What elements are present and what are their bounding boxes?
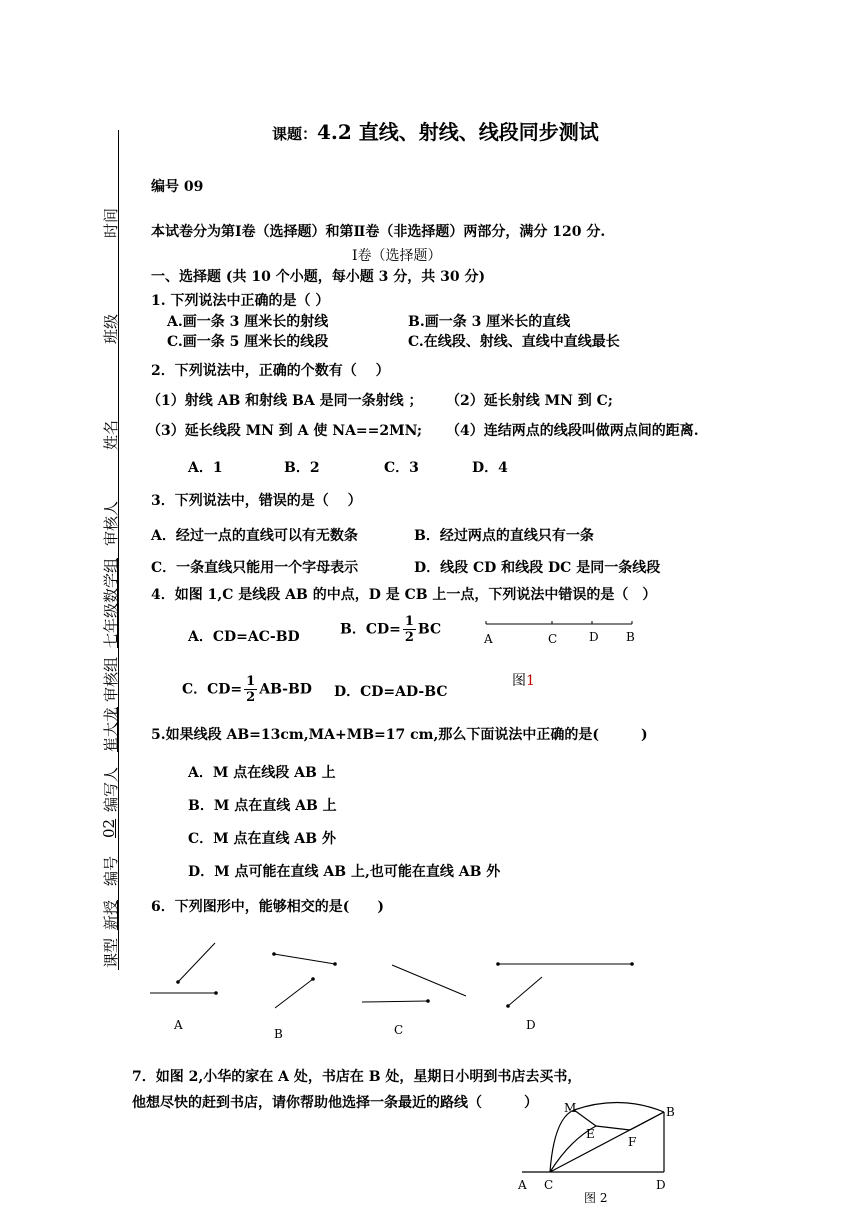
q2-statement-4: （4）连结两点的线段叫做两点间的距离. (446, 423, 699, 439)
q4-option-b-suffix: BC (417, 621, 442, 638)
fig1-label-d: D (589, 630, 599, 644)
q3-option-b: B．经过两点的直线只有一条 (414, 528, 594, 544)
q7-stem-line2: 他想尽快的赶到书店，请你帮助他选择一条最近的路线（ ） (132, 1095, 538, 1111)
q6-figure-d (496, 962, 634, 1032)
fig1-caption-number: 1 (526, 673, 535, 689)
fraction-numerator: 1 (404, 614, 414, 629)
q1-option-b: B.画一条 3 厘米长的直线 (408, 314, 571, 330)
q3-stem: 3．下列说法中，错误的是（ ） (151, 493, 362, 509)
fig1-label-c: C (548, 632, 558, 646)
title-prefix: 课题： (272, 125, 318, 143)
sidebar-label-name: 姓名 (102, 419, 120, 450)
q5-stem: 5.如果线段 AB=13cm,MA+MB=17 cm,那么下面说法中正确的是( ) (151, 727, 648, 743)
q7-stem-line1: 7．如图 2,小华的家在 A 处，书店在 B 处，星期日小明到书店去买书， (132, 1069, 582, 1085)
part1-heading: Ⅰ卷（选择题） (352, 248, 442, 264)
fig2-label-f: F (628, 1135, 637, 1149)
sidebar-label-course-type: 课型 (102, 937, 120, 968)
q2-statement-3: （3）延长线段 MN 到 A 使 NA==2MN; (147, 423, 423, 439)
intro-text: 本试卷分为第Ⅰ卷（选择题）和第Ⅱ卷（非选择题）两部分，满分 120 分. (151, 224, 606, 240)
fig2-label-c: C (544, 1178, 554, 1192)
title-main: 4.2 直线、射线、线段同步测试 (317, 120, 599, 144)
q1-option-d: C.在线段、射线、直线中直线最长 (408, 334, 620, 350)
q4-option-c-prefix: C．CD= (182, 681, 243, 698)
serial-number: 编号 09 (151, 179, 204, 195)
q4-option-b-prefix: B．CD= (340, 621, 401, 638)
q6-label-b: B (274, 1027, 283, 1041)
sidebar-label-author: 编写人 (102, 766, 120, 812)
q5-option-b: B．M 点在直线 AB 上 (188, 798, 337, 814)
fig2-label-m: M (564, 1101, 577, 1115)
q4-option-b-fraction (403, 614, 416, 645)
q4-stem: 4．如图 1,C 是线段 AB 的中点，D 是 CB 上一点，下列说法中错误的是（ ） (151, 587, 657, 603)
section1-heading: 一、选择题 (共 10 个小题，每小题 3 分，共 30 分) (151, 269, 486, 285)
q4-option-c-suffix: AB-BD (259, 681, 312, 698)
q6-figure-a (150, 943, 218, 1032)
q4-option-a: A．CD=AC-BD (188, 629, 300, 645)
sidebar-value-author: 崔大龙 (102, 706, 120, 752)
q6-figure-c (362, 965, 466, 1037)
q1-option-a: A.画一条 3 厘米长的射线 (167, 314, 329, 330)
q2-statement-1: （1）射线 AB 和射线 BA 是同一条射线 ； (147, 393, 423, 409)
figure-1-caption (512, 670, 535, 690)
q1-option-c: C.画一条 5 厘米长的线段 (167, 334, 329, 350)
fig2-label-a: A (518, 1178, 527, 1192)
sidebar-label-time: 时间 (102, 207, 120, 238)
figure-1-segment (480, 616, 640, 650)
q5-option-a: A．M 点在线段 AB 上 (188, 765, 336, 781)
fig1-label-a: A (484, 632, 493, 646)
fraction-denominator: 2 (246, 690, 256, 705)
page-title (272, 116, 599, 145)
q6-label-a: A (174, 1018, 183, 1032)
q6-stem: 6．下列图形中，能够相交的是( ) (151, 899, 384, 915)
fig2-label-b: B (666, 1105, 675, 1119)
q3-option-a: A．经过一点的直线可以有无数条 (151, 528, 358, 544)
fig1-caption-text: 图 (512, 673, 526, 689)
q6-label-d: D (526, 1018, 536, 1032)
q2-option-c: C．3 (384, 460, 419, 476)
sidebar-label-review-group: 审核组 (102, 656, 120, 702)
sidebar-value-review-group: 七年级数学组 (102, 557, 120, 648)
sidebar-label-class: 班级 (102, 313, 120, 344)
fraction-denominator: 2 (404, 630, 414, 645)
q2-option-a: A．1 (188, 460, 223, 476)
sidebar-binding-margin (96, 130, 126, 970)
q4-option-d: D．CD=AD-BC (334, 684, 448, 700)
sidebar-value-course-type: 新授 (102, 899, 120, 930)
fig2-caption: 图 2 (584, 1191, 608, 1205)
q2-stem: 2．下列说法中，正确的个数有（ ） (151, 363, 390, 379)
sidebar-label-reviewer: 审核人 (102, 500, 120, 546)
q1-stem: 1. 下列说法中正确的是（ ） (151, 293, 330, 309)
q2-statement-2: （2）延长射线 MN 到 C; (446, 393, 613, 409)
q2-option-b: B．2 (284, 460, 320, 476)
q4-option-c-fraction (244, 674, 257, 705)
q4-option-b (340, 614, 441, 645)
sidebar-divider-line (118, 130, 119, 970)
q2-option-d: D．4 (472, 460, 508, 476)
fraction-numerator: 1 (246, 674, 256, 689)
q6-figure-b (272, 952, 337, 1041)
figure-q6-options (140, 930, 660, 1045)
q6-label-c: C (394, 1023, 404, 1037)
q3-option-c: C．一条直线只能用一个字母表示 (151, 560, 359, 576)
q4-option-c (182, 674, 312, 705)
fig2-label-d: D (656, 1178, 666, 1192)
sidebar-value-number: 02 (100, 818, 118, 838)
q3-option-d: D．线段 CD 和线段 DC 是同一条线段 (414, 560, 661, 576)
q5-option-c: C．M 点在直线 AB 外 (188, 831, 336, 847)
figure-2-route-diagram (512, 1092, 692, 1206)
fig2-label-e: E (586, 1127, 595, 1141)
q5-option-d: D．M 点可能在直线 AB 上,也可能在直线 AB 外 (188, 864, 501, 880)
fig1-label-b: B (626, 630, 635, 644)
sidebar-label-number: 编号 (102, 855, 120, 886)
